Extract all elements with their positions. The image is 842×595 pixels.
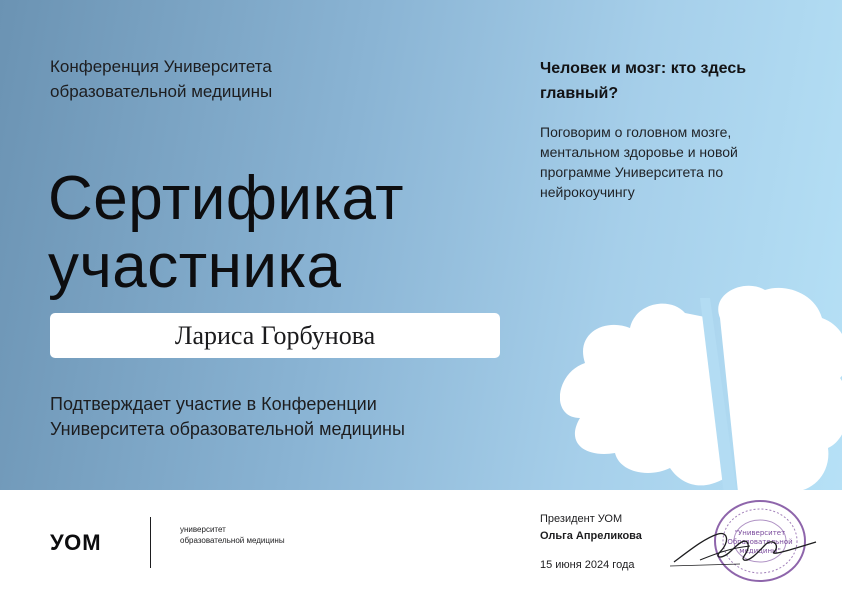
footer [0,490,842,595]
organizer-text: Конференция Университета образовательной медицины [50,57,273,101]
signature [670,520,820,570]
participant-name: Лариса Горбунова [174,320,376,350]
topic-title: Человек и мозг: кто здесь главный? [540,60,747,102]
svg-text:медицины": медицины" [739,547,781,555]
brain-illustration [560,278,842,508]
certificate-date: 15 июня 2024 года [540,559,635,571]
logo-divider [150,517,151,568]
logo: УОМ [50,530,102,555]
topic-description: Поговорим о головном мозге, ментальном здоровье и новой программе Университета по нейрокоучингу [540,124,738,200]
svg-text:"Университет: "Университет [734,529,786,537]
president-name: Ольга Апреликова [540,530,642,542]
confirmation-text: Подтверждает участие в Конференции Университета образовательной медицины [50,394,405,439]
participant-name-box [50,313,500,358]
president-label: Президент УОМ [540,513,623,525]
certificate-title: Сертификат участника [48,164,405,301]
logo-caption: университет образовательной медицины [180,525,285,545]
svg-text:Образовательной: Образовательной [727,538,793,546]
